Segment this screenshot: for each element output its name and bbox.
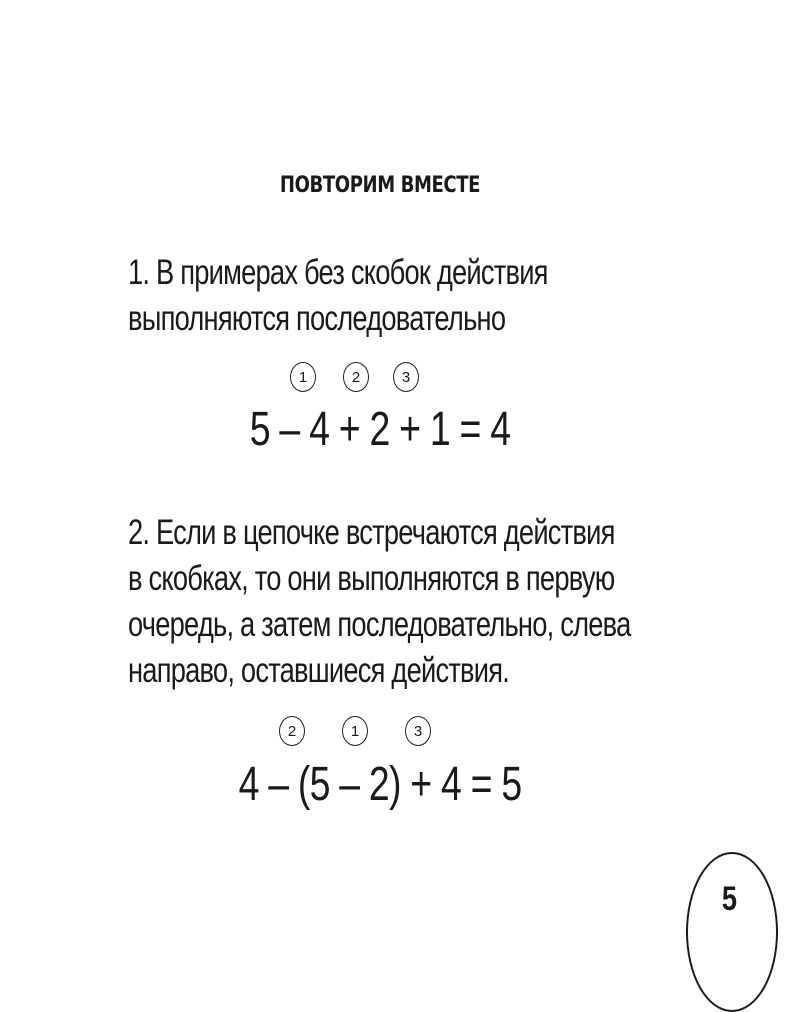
rule-2-line: направо, оставшиеся действия.	[128, 651, 510, 690]
rule-1-line: 1. В примерах без скобок действия	[128, 253, 548, 292]
page-number-circle	[686, 852, 778, 1012]
order-marker: 1	[342, 716, 368, 746]
order-marker: 2	[343, 362, 369, 392]
page-number: 5	[721, 880, 738, 918]
page-title: ПОВТОРИМ ВМЕСТЕ	[279, 173, 481, 198]
order-marker: 3	[393, 362, 419, 392]
rule-1-equation: 5 – 4 + 2 + 1 = 4	[249, 403, 511, 456]
rule-2-line: 2. Если в цепочке встречаются действия	[128, 513, 615, 552]
rule-2-line: очередь, а затем последовательно, слева	[128, 605, 631, 644]
order-marker: 2	[279, 716, 305, 746]
order-marker: 1	[290, 362, 316, 392]
rule-2-text	[128, 510, 630, 694]
rule-2-equation: 4 – (5 – 2) + 4 = 5	[238, 758, 522, 811]
rule-1-order-markers	[0, 362, 800, 396]
order-marker: 3	[405, 716, 431, 746]
rule-1-text	[128, 250, 548, 342]
rule-2-order-markers	[0, 716, 800, 750]
rule-1-line: выполняются последовательно	[128, 299, 506, 338]
rule-2-line: в скобках, то они выполняются в первую	[128, 559, 615, 598]
